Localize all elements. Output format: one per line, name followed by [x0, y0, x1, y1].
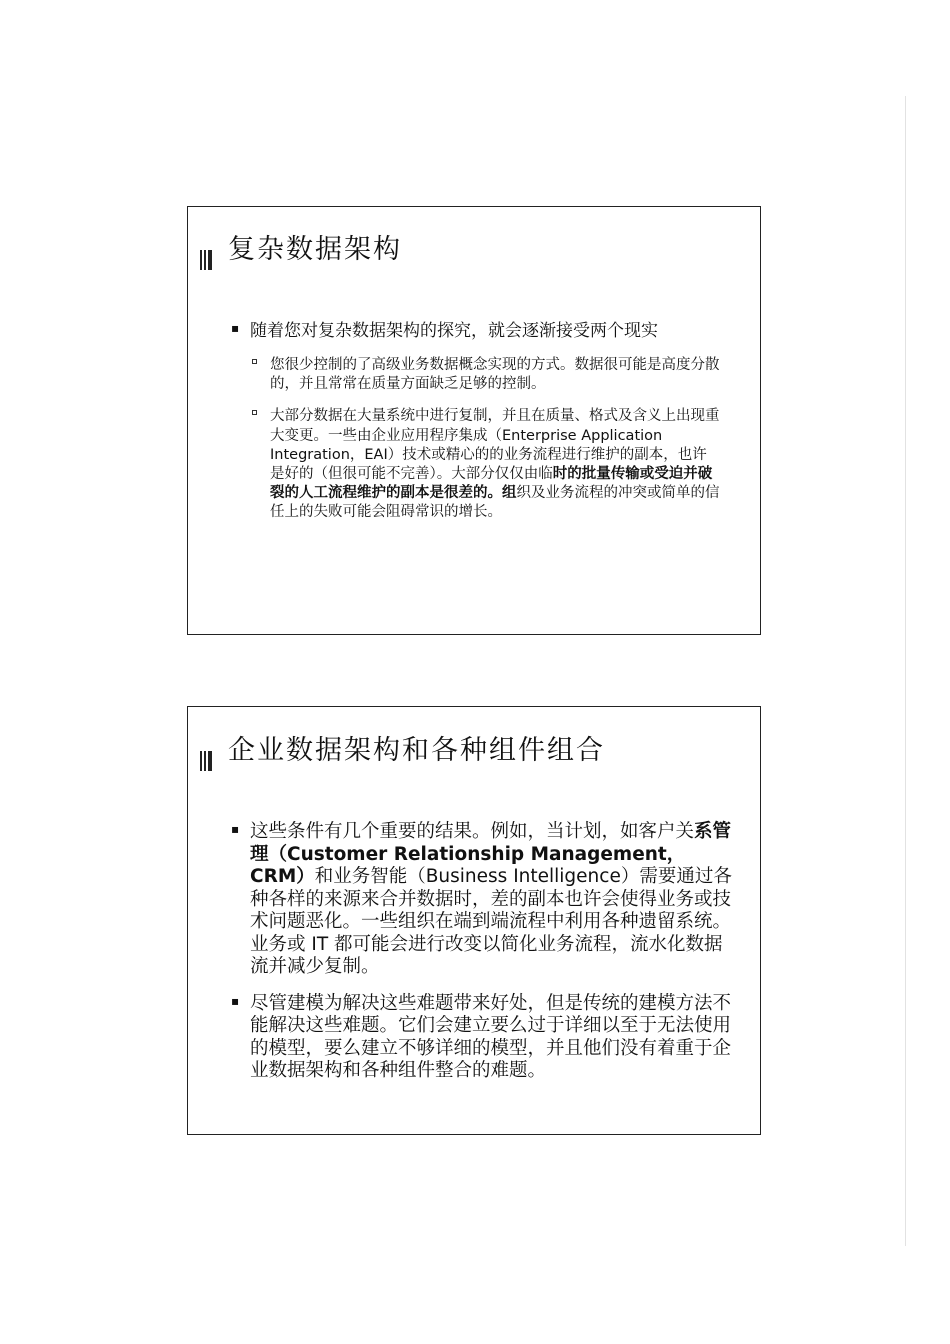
bullet-list [230, 821, 740, 1083]
title-marker-icon [202, 250, 212, 270]
list-item [230, 993, 740, 1083]
sub-bullet-text-bold: 时的批量传输或受迫并破裂的人工流程维护的副本是很差的。组 [270, 466, 713, 502]
bullet-text-head: 这些条件有几个重要的结果。例如，当计划，如客户关 [250, 821, 695, 842]
list-item [230, 821, 740, 979]
slide-enterprise-data-architecture [187, 706, 761, 1135]
bullet-text-bold: 系管理（Customer Relationship Management，CRM） [250, 821, 732, 887]
hollow-square-bullet-icon [252, 410, 257, 415]
slide-title: 企业数据架构和各种组件组合 [228, 735, 605, 766]
sub-list-item [250, 356, 720, 394]
sub-bullet-list [250, 356, 730, 523]
list-item [230, 320, 730, 523]
title-marker-icon [202, 751, 212, 771]
sub-bullet-text-tail: 织及业务流程的冲突或简单的信任上的失败可能会阻碍常识的增长。 [270, 485, 720, 521]
square-bullet-icon: ▪ [231, 321, 240, 335]
sub-bullet-text: 您很少控制的了高级业务数据概念实现的方式。数据很可能是高度分散的，并且常常在质量方面缺乏足够的控制。 [270, 357, 720, 393]
bullet-text: 尽管建模为解决这些难题带来好处，但是传统的建模方法不能解决这些难题。它们会建立要么过于详细以至于无法使用的模型，要么建立不够详细的模型，并且他们没有着重于企业数据架构和各种组件整合的难题。 [250, 992, 732, 1081]
bullet-text [250, 821, 740, 979]
slide-complex-data-architecture [187, 206, 761, 635]
sub-bullet-text [270, 407, 720, 522]
slide-title: 复杂数据架构 [228, 234, 402, 265]
hollow-square-bullet-icon [252, 359, 257, 364]
page-edge-line [905, 96, 906, 1246]
square-bullet-icon: ▪ [231, 822, 240, 836]
sub-list-item [250, 407, 720, 522]
sub-bullet-text-normal: 大部分数据在大量系统中进行复制，并且在质量、格式及含义上出现重大变更。一些由企业应用程序集成（Enterprise Application Integration，EAI）技术或精心的的业务流程进行维护的副本，也许是好的（但很可能不完善）。大部分仅仅由临 [270, 408, 720, 483]
square-bullet-icon: ▪ [231, 993, 240, 1008]
bullet-list [230, 320, 730, 523]
bullet-text: 随着您对复杂数据架构的探究，就会逐渐接受两个现实 [250, 321, 658, 341]
bullet-text-tail: 和业务智能（Business Intelligence）需要通过各种各样的来源来合并数据时，差的副本也许会使得业务或技术问题恶化。一些组织在端到端流程中利用各种遗留系统。业务或 IT 都可能会进行改变以简化业务流程，流水化数据流并减少复制。 [250, 866, 732, 977]
